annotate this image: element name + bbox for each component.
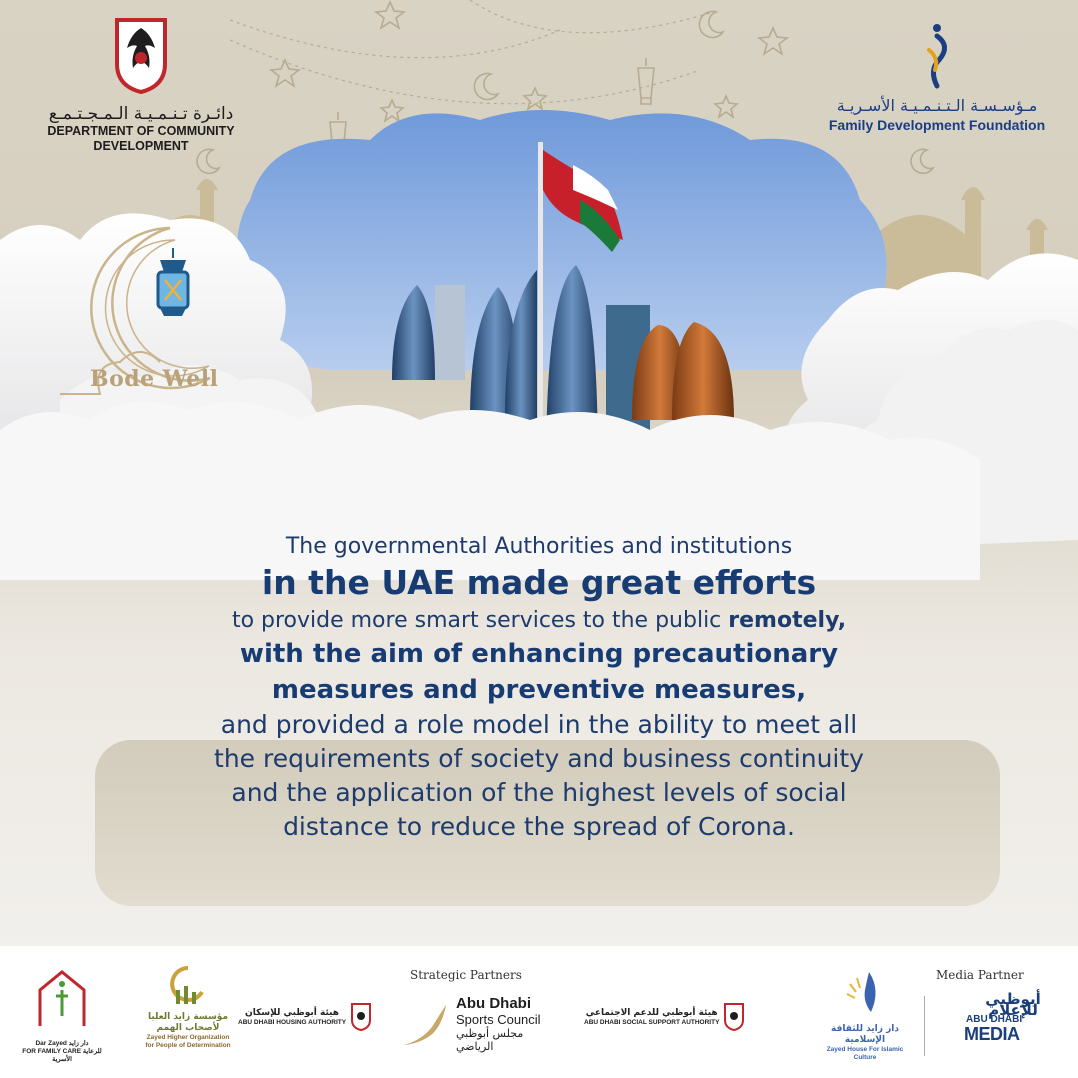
social-support-arabic: هيئة أبوظبي للدعم الاجتماعي <box>585 1007 718 1018</box>
message-line-1: The governmental Authorities and institutions <box>285 534 793 559</box>
foundation-english-name: Family Development Foundation <box>828 117 1046 133</box>
zayed-house-arabic: دار زايد للثقافة الإسلامية <box>831 1024 899 1045</box>
message-line-8: and the application of the highest levels of social <box>231 778 847 807</box>
house-family-icon <box>32 966 92 1036</box>
sports-council-logo <box>400 996 560 1053</box>
sports-swoosh-icon <box>400 1000 450 1050</box>
zho-arabic-1: مؤسسة زايد العليا <box>147 1012 229 1022</box>
falcon-emblem-icon <box>111 14 171 94</box>
social-support-authority-logo <box>584 1002 774 1032</box>
message-line-3-bold: remotely, <box>728 608 847 633</box>
falcon-emblem-icon <box>723 1002 745 1032</box>
media-partner-label: Media Partner <box>936 968 1024 982</box>
sports-english-1: Abu Dhabi <box>456 995 532 1012</box>
family-figure-icon <box>917 20 957 90</box>
strategic-partners-label: Strategic Partners <box>410 968 522 982</box>
dar-zayed-english: Dar Zayed دار زايد <box>35 1040 89 1047</box>
media-arabic: أبوظبي للإعلام <box>985 990 1041 1019</box>
department-english-name-line1: DEPARTMENT OF COMMUNITY <box>47 124 235 138</box>
housing-authority-logo <box>238 1002 378 1032</box>
footer-divider <box>924 996 925 1056</box>
department-english-name-line2: DEVELOPMENT <box>93 139 189 153</box>
zho-emblem-icon <box>168 964 208 1008</box>
falcon-emblem-icon <box>350 1002 372 1032</box>
zayed-house-islamic-culture-logo <box>815 968 915 1062</box>
abu-dhabi-media-logo <box>960 990 1070 1054</box>
sports-arabic: مجلس أبوظبي الرياضي <box>456 1027 524 1053</box>
housing-arabic: هيئة أبوظبي للإسكان <box>245 1007 340 1018</box>
zayed-house-english: Zayed House For Islamic Culture <box>826 1046 904 1061</box>
sports-english-2: Sports Council <box>456 1012 541 1027</box>
housing-english: ABU DHABI HOUSING AUTHORITY <box>238 1018 347 1026</box>
media-english-2: MEDIA <box>964 1024 1020 1044</box>
dar-zayed-logo <box>22 966 102 1064</box>
message-line-4: with the aim of enhancing precautionary <box>239 639 839 669</box>
main-message <box>60 532 1018 844</box>
message-line-5: measures and preventive measures, <box>271 675 807 705</box>
message-headline: in the UAE made great efforts <box>261 563 817 602</box>
message-line-6: and provided a role model in the ability to meet all <box>220 710 858 739</box>
zho-english-1: Zayed Higher Organization <box>146 1034 230 1041</box>
message-line-3-regular: to provide more smart services to the public <box>231 608 729 633</box>
campaign-title: Bode Well <box>90 366 219 392</box>
message-line-3 <box>60 606 1018 636</box>
media-english-1: ABU DHABI <box>966 1014 1023 1025</box>
partners-footer <box>0 946 1078 1078</box>
message-line-9: distance to reduce the spread of Corona. <box>283 812 795 841</box>
zayed-higher-organization-logo <box>138 964 238 1050</box>
department-arabic-name: دائـرة تـنـمـيـة الـمـجـتـمـع <box>48 104 234 124</box>
zho-english-2: for People of Determination <box>145 1042 231 1049</box>
lantern-icon <box>158 248 188 316</box>
flame-sun-icon <box>845 968 885 1020</box>
dar-zayed-english-sub: FOR FAMILY CARE للرعاية الأسرية <box>22 1048 102 1063</box>
social-support-english: ABU DHABI SOCIAL SUPPORT AUTHORITY <box>584 1018 720 1026</box>
foundation-arabic-name: مـؤسـسـة الـتـنـمـيـة الأسـريـة <box>836 96 1038 115</box>
message-line-7: the requirements of society and business continuity <box>214 744 864 773</box>
flag-pole <box>538 142 543 462</box>
zho-arabic-2: لأصحاب الهمم <box>156 1023 220 1033</box>
